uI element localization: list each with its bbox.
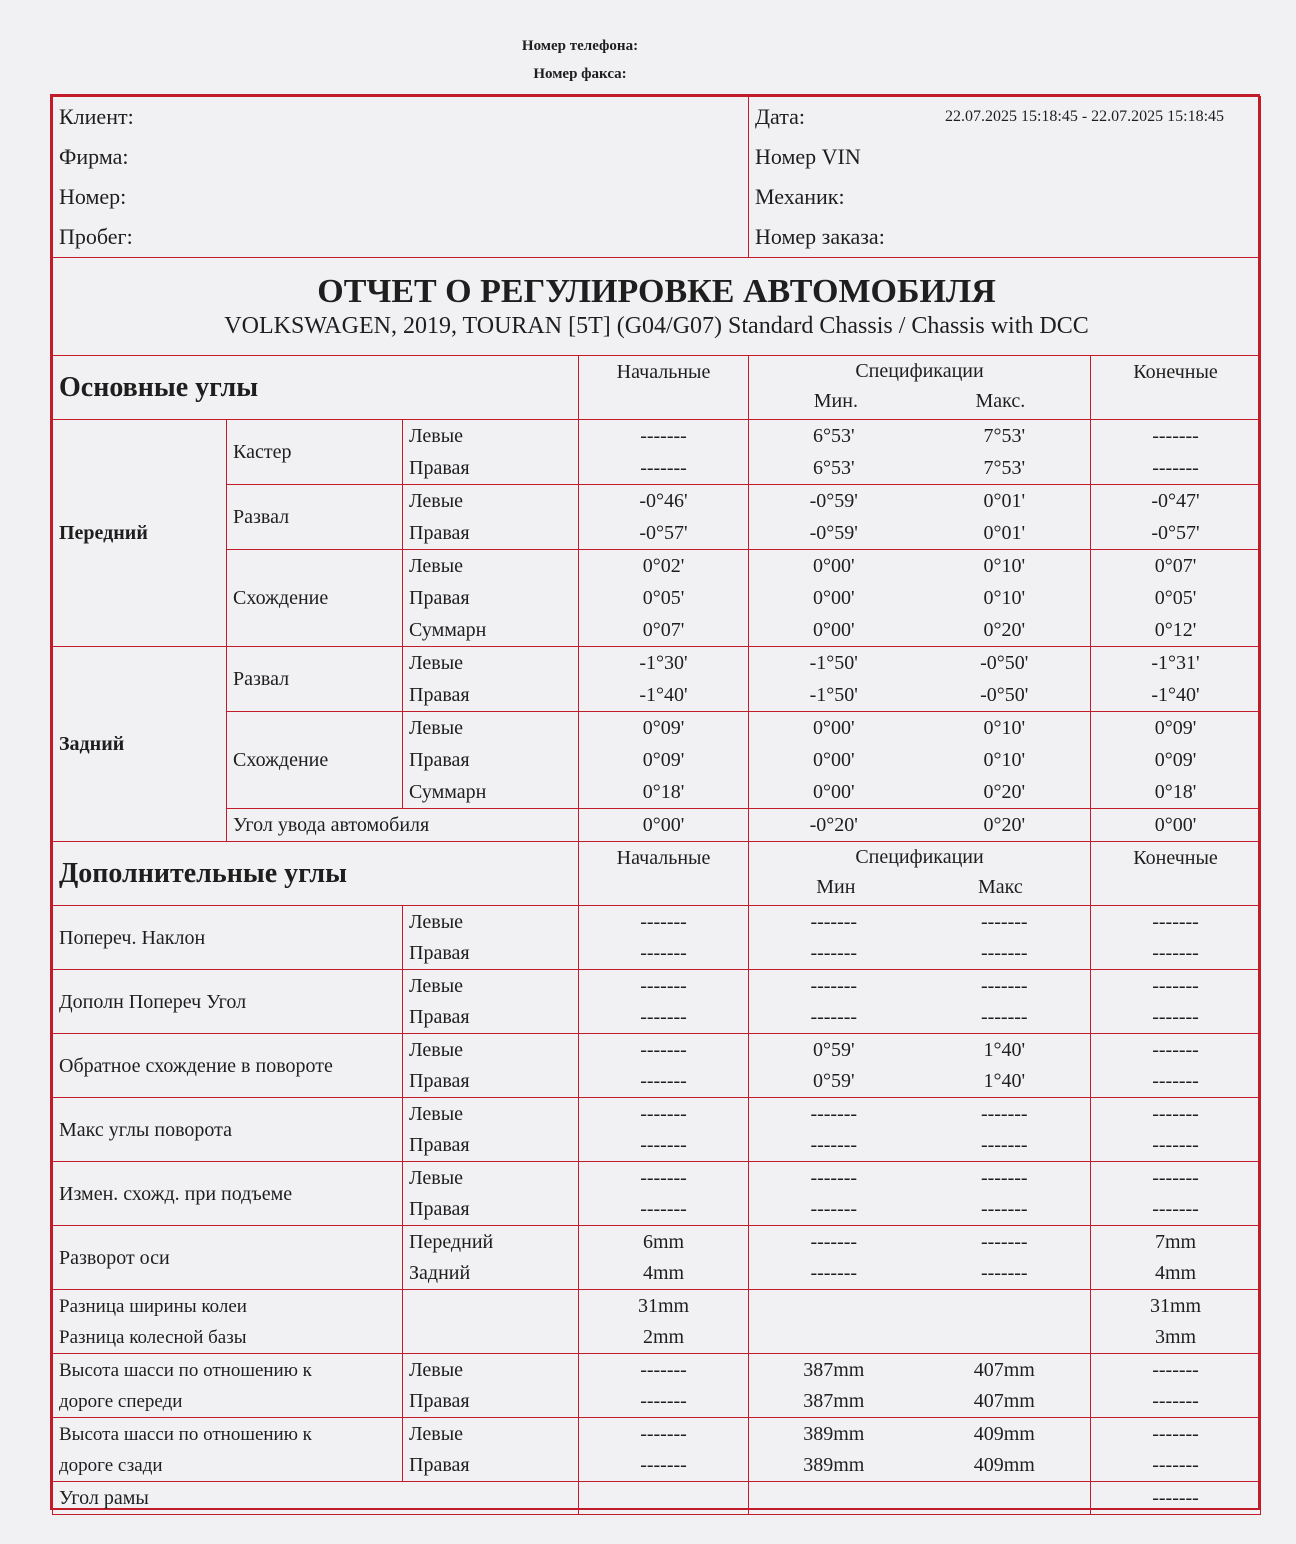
spec-max bbox=[919, 970, 1091, 1034]
side-label-2: Правая bbox=[409, 1389, 470, 1412]
initial-value: 0°00' bbox=[579, 809, 749, 842]
angle-name bbox=[53, 1354, 403, 1418]
spec-max: 0°01' bbox=[919, 485, 1091, 518]
header-final-2: Конечные bbox=[1091, 842, 1261, 906]
extra-angle-row bbox=[53, 1098, 1261, 1162]
side-label-2: Правая bbox=[409, 941, 470, 964]
side-label bbox=[403, 906, 579, 970]
spec-max bbox=[919, 1226, 1091, 1290]
side-label: Правая bbox=[403, 679, 579, 712]
spec-min-1: 389mm bbox=[803, 1422, 865, 1445]
side-label: Левые bbox=[403, 550, 579, 583]
side-label-1: Левые bbox=[409, 1166, 464, 1189]
spec-min bbox=[749, 1098, 919, 1162]
spec-max-2: 407mm bbox=[973, 1389, 1035, 1412]
initial-value: 0°07' bbox=[579, 614, 749, 647]
spec-max: 7°53' bbox=[919, 452, 1091, 485]
firm-label: Фирма: bbox=[59, 144, 129, 169]
spec-max: 0°10' bbox=[919, 744, 1091, 776]
spec-max bbox=[919, 1418, 1091, 1482]
final-value: -0°47' bbox=[1091, 485, 1261, 518]
main-angle-row bbox=[53, 712, 1261, 745]
ride-height-row bbox=[53, 1418, 1261, 1482]
final-value-1: 31mm bbox=[1149, 1294, 1202, 1317]
final-value bbox=[1091, 1034, 1261, 1098]
fax-label: Номер факса: bbox=[533, 66, 627, 82]
initial-value-1: ------- bbox=[640, 1102, 687, 1125]
spec-max-2: ------- bbox=[980, 941, 1028, 964]
spec-max-1: ------- bbox=[980, 910, 1028, 933]
alignment-report bbox=[50, 94, 1260, 1510]
initial-value bbox=[579, 1162, 749, 1226]
initial-value: ------- bbox=[579, 420, 749, 453]
initial-value: -1°30' bbox=[579, 647, 749, 680]
final-value: -1°40' bbox=[1091, 679, 1261, 712]
initial-value-2: ------- bbox=[640, 941, 687, 964]
final-value: 0°09' bbox=[1091, 744, 1261, 776]
side-label: Суммарн bbox=[403, 614, 579, 647]
spec-min-1: ------- bbox=[810, 1166, 858, 1189]
spec-max: 7°53' bbox=[919, 420, 1091, 453]
phone-label: Номер телефона: bbox=[521, 38, 639, 54]
final-value bbox=[1091, 1418, 1261, 1482]
final-value: 0°07' bbox=[1091, 550, 1261, 583]
extra-angle-row bbox=[53, 1034, 1261, 1098]
final-value-2: ------- bbox=[1152, 1453, 1199, 1476]
initial-value bbox=[579, 1226, 749, 1290]
initial-value-1: 31mm bbox=[637, 1294, 690, 1317]
final-value: 0°00' bbox=[1091, 809, 1261, 842]
final-value bbox=[1091, 970, 1261, 1034]
spec-max-2: ------- bbox=[980, 1197, 1028, 1220]
report-title: ОТЧЕТ О РЕГУЛИРОВКЕ АВТОМОБИЛЯ bbox=[317, 272, 996, 310]
header-min: Мин. bbox=[813, 390, 858, 412]
extra-angle-row bbox=[53, 1162, 1261, 1226]
side-label-1: Левые bbox=[409, 1102, 464, 1125]
side-label: Правая bbox=[403, 744, 579, 776]
final-value-2: ------- bbox=[1152, 1069, 1199, 1092]
header-initial-2: Начальные bbox=[579, 842, 749, 906]
vin-label: Номер VIN bbox=[755, 144, 861, 169]
spec-max: 0°01' bbox=[919, 517, 1091, 550]
final-value-2: ------- bbox=[1152, 941, 1199, 964]
final-value-2: 4mm bbox=[1154, 1261, 1197, 1284]
spec-min: -0°59' bbox=[749, 485, 919, 518]
spec-min: 0°00' bbox=[749, 744, 919, 776]
track-wheelbase-row bbox=[53, 1290, 1261, 1354]
extra-angles-table bbox=[53, 906, 1261, 1515]
spec-max-2: ------- bbox=[980, 1261, 1028, 1284]
final-value-1: ------- bbox=[1152, 1358, 1199, 1381]
extra-angle-row bbox=[53, 906, 1261, 970]
spec-min bbox=[749, 1226, 919, 1290]
spec-min: 0°00' bbox=[749, 582, 919, 614]
side-label: Правая bbox=[403, 452, 579, 485]
initial-value-1: ------- bbox=[640, 1038, 687, 1061]
spec-max-1: ------- bbox=[980, 1166, 1028, 1189]
angle-name: Кастер bbox=[227, 420, 403, 485]
spec-min: 0°00' bbox=[749, 712, 919, 745]
spec-max bbox=[919, 1162, 1091, 1226]
final-value: 0°12' bbox=[1091, 614, 1261, 647]
spec-min-2: 389mm bbox=[803, 1453, 865, 1476]
extra-angles-header bbox=[53, 842, 1261, 906]
initial-value bbox=[579, 1290, 749, 1354]
spec-max-1: 409mm bbox=[973, 1422, 1035, 1445]
header-min-2: Мин bbox=[816, 876, 856, 898]
initial-value-1: ------- bbox=[640, 1166, 687, 1189]
date-value: 22.07.2025 15:18:45 - 22.07.2025 15:18:45 bbox=[944, 108, 1225, 125]
initial-value bbox=[579, 1034, 749, 1098]
initial-value: 0°09' bbox=[579, 712, 749, 745]
number-label: Номер: bbox=[59, 184, 127, 209]
initial-value bbox=[579, 1098, 749, 1162]
spec-max-1: ------- bbox=[980, 1102, 1028, 1125]
side-label: Правая bbox=[403, 517, 579, 550]
final-value-1: ------- bbox=[1152, 1166, 1199, 1189]
date-label: Дата: bbox=[755, 104, 805, 129]
final-value: 0°18' bbox=[1091, 776, 1261, 809]
spec-min-1: ------- bbox=[810, 974, 858, 997]
side-empty bbox=[403, 1290, 579, 1354]
spec-min: -0°20' bbox=[749, 809, 919, 842]
angle-name-1: Разница ширины колеи bbox=[59, 1295, 247, 1317]
main-angle-row bbox=[53, 485, 1261, 518]
final-value-2: ------- bbox=[1152, 1197, 1199, 1220]
order-label: Номер заказа: bbox=[755, 224, 885, 249]
spec-min bbox=[749, 1034, 919, 1098]
spec-min: 0°00' bbox=[749, 614, 919, 647]
angle-name: Схождение bbox=[227, 550, 403, 647]
initial-value-1: ------- bbox=[640, 974, 687, 997]
extra-angle-row bbox=[53, 1226, 1261, 1290]
final-value: 0°09' bbox=[1091, 712, 1261, 745]
spec-max bbox=[919, 1034, 1091, 1098]
spec-max bbox=[919, 1098, 1091, 1162]
angle-name: Обратное схождение в повороте bbox=[53, 1034, 403, 1098]
spec-min: 0°00' bbox=[749, 550, 919, 583]
side-label-1: Левые bbox=[409, 1422, 464, 1445]
initial-value-1: ------- bbox=[640, 1358, 687, 1381]
side-label bbox=[403, 1418, 579, 1482]
final-value: 0°05' bbox=[1091, 582, 1261, 614]
ride-height-row bbox=[53, 1354, 1261, 1418]
angle-name-2: Разница колесной базы bbox=[59, 1326, 247, 1348]
extra-angle-row bbox=[53, 970, 1261, 1034]
final-value bbox=[1091, 1290, 1261, 1354]
header-max: Макс. bbox=[975, 390, 1026, 412]
initial-value-2: ------- bbox=[640, 1197, 687, 1220]
mechanic-label: Механик: bbox=[755, 184, 845, 209]
initial-value: -0°46' bbox=[579, 485, 749, 518]
initial-value: 0°02' bbox=[579, 550, 749, 583]
final-value-2: ------- bbox=[1152, 1005, 1199, 1028]
final-value: -1°31' bbox=[1091, 647, 1261, 680]
spec-min-2: 0°59' bbox=[812, 1069, 855, 1092]
spec-min-2: ------- bbox=[810, 941, 858, 964]
header-spec-2: Спецификации bbox=[855, 846, 984, 868]
spec-min-2: 387mm bbox=[803, 1389, 865, 1412]
main-angles-title: Основные углы bbox=[53, 356, 579, 420]
angle-name: Схождение bbox=[227, 712, 403, 809]
spec-min-1: ------- bbox=[810, 910, 858, 933]
final-value-1: ------- bbox=[1152, 1038, 1199, 1061]
final-value-1: ------- bbox=[1152, 1102, 1199, 1125]
initial-value-2: ------- bbox=[640, 1453, 687, 1476]
angle-name-2: дороге сзади bbox=[59, 1454, 163, 1476]
mileage-label: Пробег: bbox=[59, 224, 133, 249]
side-label-1: Левые bbox=[409, 1038, 464, 1061]
spec-min: -1°50' bbox=[749, 647, 919, 680]
spec-min-2: ------- bbox=[810, 1261, 858, 1284]
side-label bbox=[403, 1098, 579, 1162]
side-label-1: Левые bbox=[409, 974, 464, 997]
side-label: Левые bbox=[403, 647, 579, 680]
spec-min: 6°53' bbox=[749, 452, 919, 485]
side-label bbox=[403, 970, 579, 1034]
side-label-2: Правая bbox=[409, 1197, 470, 1220]
spec-max-2: 1°40' bbox=[983, 1069, 1026, 1092]
initial-value: 0°09' bbox=[579, 744, 749, 776]
side-label: Суммарн bbox=[403, 776, 579, 809]
angle-name: Попереч. Наклон bbox=[53, 906, 403, 970]
angle-name: Развал bbox=[227, 485, 403, 550]
final-value bbox=[1091, 1354, 1261, 1418]
spec-max-2: 409mm bbox=[973, 1453, 1035, 1476]
side-label-1: Левые bbox=[409, 1358, 464, 1381]
angle-name-2: дороге спереди bbox=[59, 1390, 183, 1412]
final-value-1: ------- bbox=[1152, 910, 1199, 933]
initial-empty bbox=[579, 1482, 749, 1515]
spec-min-1: 387mm bbox=[803, 1358, 865, 1381]
header-initial: Начальные bbox=[579, 356, 749, 420]
side-label: Левые bbox=[403, 485, 579, 518]
spec-min-1: 0°59' bbox=[812, 1038, 855, 1061]
spec-min bbox=[749, 1418, 919, 1482]
thrust-angle-label: Угол увода автомобиля bbox=[227, 809, 579, 842]
spec-min-2: ------- bbox=[810, 1197, 858, 1220]
side-label-2: Правая bbox=[409, 1133, 470, 1156]
spec-max: -0°50' bbox=[919, 647, 1091, 680]
side-label bbox=[403, 1226, 579, 1290]
initial-value-2: ------- bbox=[640, 1133, 687, 1156]
spec-max-1: 1°40' bbox=[983, 1038, 1026, 1061]
main-angles-header bbox=[53, 356, 1261, 420]
spec-max-2: ------- bbox=[980, 1005, 1028, 1028]
side-label bbox=[403, 1354, 579, 1418]
initial-value: 0°05' bbox=[579, 582, 749, 614]
spec-max: 0°10' bbox=[919, 712, 1091, 745]
side-label bbox=[403, 1162, 579, 1226]
final-value-1: ------- bbox=[1152, 974, 1199, 997]
thrust-angle-row bbox=[53, 809, 1261, 842]
frame-angle-label: Угол рамы bbox=[53, 1482, 579, 1515]
spec-max-1: ------- bbox=[980, 1230, 1028, 1253]
spec-min bbox=[749, 1354, 919, 1418]
side-label-2: Правая bbox=[409, 1069, 470, 1092]
header-spec: Спецификации bbox=[855, 360, 984, 382]
main-angle-row bbox=[53, 420, 1261, 453]
info-block bbox=[53, 97, 1261, 258]
vehicle-description: VOLKSWAGEN, 2019, TOURAN [5T] (G04/G07) Standard Chassis / Chassis with DCC bbox=[224, 312, 1089, 339]
initial-value bbox=[579, 970, 749, 1034]
frame-angle-row bbox=[53, 1482, 1261, 1515]
header-final: Конечные bbox=[1091, 356, 1261, 420]
initial-value bbox=[579, 1354, 749, 1418]
spec-min bbox=[749, 970, 919, 1034]
final-value-2: 3mm bbox=[1154, 1325, 1197, 1348]
spec-max: 0°20' bbox=[919, 809, 1091, 842]
angle-name bbox=[53, 1290, 403, 1354]
spec-min-1: ------- bbox=[810, 1102, 858, 1125]
side-label-2: Задний bbox=[409, 1261, 471, 1284]
angle-name: Измен. схожд. при подъеме bbox=[53, 1162, 403, 1226]
initial-value-1: ------- bbox=[640, 910, 687, 933]
final-value-2: ------- bbox=[1152, 1133, 1199, 1156]
spec-min bbox=[749, 1162, 919, 1226]
spec-max: 0°20' bbox=[919, 776, 1091, 809]
spec-min-2: ------- bbox=[810, 1133, 858, 1156]
spec-min: -1°50' bbox=[749, 679, 919, 712]
side-label-2: Правая bbox=[409, 1453, 470, 1476]
spec-min: 0°00' bbox=[749, 776, 919, 809]
spec-min: 6°53' bbox=[749, 420, 919, 453]
axle-rear: Задний bbox=[53, 647, 227, 842]
spec-max-1: ------- bbox=[980, 974, 1028, 997]
spec-max-2: ------- bbox=[980, 1133, 1028, 1156]
header-max-2: Макс bbox=[977, 876, 1023, 898]
final-value: ------- bbox=[1091, 452, 1261, 485]
final-value bbox=[1091, 1098, 1261, 1162]
spec-max: 0°10' bbox=[919, 550, 1091, 583]
initial-value: -0°57' bbox=[579, 517, 749, 550]
client-label: Клиент: bbox=[59, 104, 134, 129]
spec-empty bbox=[749, 1482, 1091, 1515]
angle-name-1: Высота шасси по отношению к bbox=[59, 1359, 312, 1381]
side-label-1: Передний bbox=[409, 1230, 494, 1253]
side-label: Левые bbox=[403, 420, 579, 453]
final-value: -0°57' bbox=[1091, 517, 1261, 550]
spec-max: 0°10' bbox=[919, 582, 1091, 614]
final-value-1: ------- bbox=[1152, 1422, 1199, 1445]
final-value: ------- bbox=[1091, 1482, 1261, 1515]
spec-min: -0°59' bbox=[749, 517, 919, 550]
side-label bbox=[403, 1034, 579, 1098]
extra-angles-title: Дополнительные углы bbox=[53, 842, 579, 906]
initial-value-2: ------- bbox=[640, 1069, 687, 1092]
final-value bbox=[1091, 906, 1261, 970]
spec-max-1: 407mm bbox=[973, 1358, 1035, 1381]
main-angle-row bbox=[53, 647, 1261, 680]
initial-value bbox=[579, 1418, 749, 1482]
spec-min bbox=[749, 906, 919, 970]
initial-value-1: ------- bbox=[640, 1422, 687, 1445]
initial-value-1: 6mm bbox=[642, 1230, 685, 1253]
main-angles-table bbox=[53, 420, 1261, 842]
final-value-2: ------- bbox=[1152, 1389, 1199, 1412]
spec-max bbox=[919, 906, 1091, 970]
initial-value-2: 2mm bbox=[642, 1325, 685, 1348]
angle-name: Развал bbox=[227, 647, 403, 712]
final-value: ------- bbox=[1091, 420, 1261, 453]
spec-min-1: ------- bbox=[810, 1230, 858, 1253]
spec-max bbox=[919, 1354, 1091, 1418]
initial-value-2: ------- bbox=[640, 1005, 687, 1028]
spec-min-2: ------- bbox=[810, 1005, 858, 1028]
initial-value-2: ------- bbox=[640, 1389, 687, 1412]
final-value bbox=[1091, 1162, 1261, 1226]
main-angle-row bbox=[53, 550, 1261, 583]
angle-name: Разворот оси bbox=[53, 1226, 403, 1290]
initial-value: ------- bbox=[579, 452, 749, 485]
angle-name: Макс углы поворота bbox=[53, 1098, 403, 1162]
side-label-2: Правая bbox=[409, 1005, 470, 1028]
side-label: Левые bbox=[403, 712, 579, 745]
spec-max: 0°20' bbox=[919, 614, 1091, 647]
side-label-1: Левые bbox=[409, 910, 464, 933]
axle-front: Передний bbox=[53, 420, 227, 647]
spec-empty bbox=[749, 1290, 1091, 1354]
final-value-1: 7mm bbox=[1154, 1230, 1197, 1253]
spec-max: -0°50' bbox=[919, 679, 1091, 712]
initial-value: -1°40' bbox=[579, 679, 749, 712]
angle-name-1: Высота шасси по отношению к bbox=[59, 1423, 312, 1445]
angle-name: Дополн Попереч Угол bbox=[53, 970, 403, 1034]
initial-value: 0°18' bbox=[579, 776, 749, 809]
initial-value-2: 4mm bbox=[642, 1261, 685, 1284]
angle-name bbox=[53, 1418, 403, 1482]
initial-value bbox=[579, 906, 749, 970]
side-label: Правая bbox=[403, 582, 579, 614]
final-value bbox=[1091, 1226, 1261, 1290]
